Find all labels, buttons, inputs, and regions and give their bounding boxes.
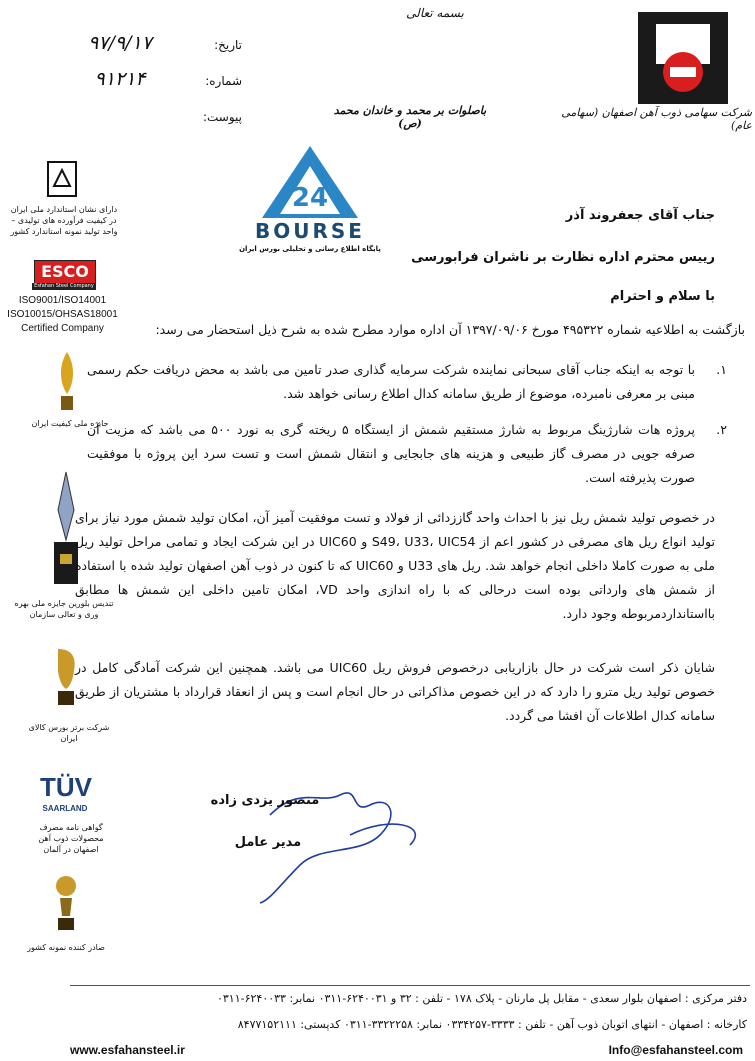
cert-line-3: Certified Company [21, 323, 104, 334]
company-name: شرکت سهامی ذوب آهن اصفهان (سهامی عام) [561, 106, 752, 132]
cert-line-1: ISO9001/ISO14001 [18, 295, 107, 306]
footer-factory: کارخانه : اصفهان - انتهای اتوبان ذوب آهن - تلفن : ۳۳۳۳-۰۳۳۴۲۵۷ نمابر: ۳۳۲۲۲۵۸-۰۳۱۱ کدپستی: ۸۴۷۷۱۵۲۱۱۱ [237, 1018, 747, 1031]
date-label: تاریخ: [214, 38, 242, 52]
number-label: شماره: [205, 74, 242, 88]
rail-billet-paragraph: در خصوص تولید شمش ریل نیز با احداث واحد گاززدائی از فولاد و تست موفقیت آمیز آن، امکان تولید شمش مورد نیاز برای تولید انواع ریل های مصرفی در کشور اعم از S49، U33، UIC54 و UIC60 در این شرکت ایجاد و تمامی مراحل تولید ریل ملی به صورت کاملا داخلی انجام خواهد شد. ریل های U33 و UIC60 که تا کنون در ذوب آهن اصفهان تولید شده با استفاده از شمش های وارداتی بوده است درحالی که با راه اندازی واحد VD، امکان تامین داخلی این شمش ها مطابق بااستانداردمربوطه وجود دارد. [75, 510, 716, 621]
standard-mark-icon [40, 160, 84, 200]
crystal-award-caption: تندیس بلورین جایزه ملی بهره وری و تعالی سازمان [14, 599, 114, 619]
salawat-line: باصلوات بر محمد و خاندان محمد (ص) [333, 104, 487, 130]
quality-award-caption: جایزه ملی کیفیت ایران [31, 419, 109, 428]
bismillah-heading: بسمه تعالی [406, 6, 464, 20]
date-value: ۹۷/۹/۱۷ [88, 32, 152, 54]
cert-line-2: ISO10015/OHSAS18001 [7, 309, 118, 320]
svg-text:24: 24 [291, 183, 329, 213]
list-item-text: با توجه به اینکه جناب آقای سبحانی نماینده شرکت سرمایه گذاری صدر تامین می باشد به محض دریافت حکم رسمی مبنی بر معرفی نامبرده، موضوع از طریق سامانه کدال اطلاع رسانی خواهد شد. [87, 362, 695, 401]
recipient-name: جناب آقای جعفروند آذر [565, 208, 715, 223]
export-award-trophy-icon [50, 872, 82, 932]
email-link[interactable]: Info@esfahansteel.com [608, 1043, 743, 1057]
list-item-index: ۱. [716, 362, 727, 377]
list-item [87, 418, 727, 490]
export-award-caption: صادر کننده نمونه کشور [27, 943, 105, 952]
standard-mark-caption: دارای نشان استاندارد ملی ایران در کیفیت فرآورده های تولیدی – واحد تولید نمونه استاندارد کشور [10, 205, 118, 236]
number-value: ۹۱۲۱۴ [94, 68, 146, 90]
tuv-logo: TÜV [40, 772, 92, 802]
esfahan-steel-logo [618, 12, 748, 104]
tuv-sub: SAARLAND [42, 804, 88, 813]
quality-award-trophy-icon [52, 350, 82, 412]
website-link[interactable]: www.esfahansteel.ir [70, 1043, 185, 1057]
recipient-title: رییس محترم اداره نظارت بر ناشران فرابورسی [411, 250, 715, 265]
footer-divider [70, 985, 750, 986]
signatory-title: مدیر عامل [234, 835, 302, 850]
marketing-paragraph: شایان ذکر است شرکت در حال بازاریابی درخصوص فروش ریل UIC60 می باشد. همچنین این شرکت آمادگی کامل در خصوص تولید ریل مترو را دارد که در این خصوص مذاکراتی در حال انجام است و پس از انعقاد قرارداد با مشتریان از طریق سامانه کدال اطلاعات آن افشا می گردد. [75, 660, 715, 723]
list-item [87, 358, 727, 406]
bourse-award-caption: شرکت برتر بورس کالای ایران [28, 723, 110, 743]
esco-sub: Esfahan Steel Company [32, 283, 96, 290]
esco-badge: ESCO [34, 260, 96, 284]
list-item-text: پروژه هات شارژینگ مربوط به شارژ مستقیم شمش از ایستگاه ۵ ریخته گری به نورد ۵۰۰ می باشد که مزیت آن صرفه جویی در مصرف گاز طبیعی و هزینه های جابجایی و انتقال شمش است و تست سرد این پروژه با موفقیت صورت پذیرفته است. [87, 422, 695, 485]
intro-paragraph: بازگشت به اطلاعیه شماره ۴۹۵۳۲۲ مورخ ۱۳۹۷/۰۹/۰۶ آن اداره موارد مطرح شده به شرح ذیل استحضار می رسد: [155, 322, 745, 337]
footer-head-office: دفتر مرکزی : اصفهان بلوار سعدی - مقابل پل مارنان - پلاک ۱۷۸ - تلفن : ۳۲ و ۶۲۴۰۰۳۱-۰۳۱۱ نمابر: ۶۲۴۰۰۳۳-۰۳۱۱ [216, 992, 747, 1005]
bourse-subtitle: پایگاه اطلاع رسانی و تحلیلی بورس ایران [239, 245, 381, 253]
bourse-wordmark: BOURSE [255, 219, 365, 243]
signatory-name: منصور یزدی زاده [210, 793, 320, 808]
tuv-caption: گواهی نامه مصرف محصولات ذوب آهن اصفهان در آلمان [38, 823, 104, 854]
list-item-index: ۲. [716, 422, 727, 437]
attachment-label: پیوست: [202, 110, 242, 124]
greeting: با سلام و احترام [610, 289, 715, 304]
